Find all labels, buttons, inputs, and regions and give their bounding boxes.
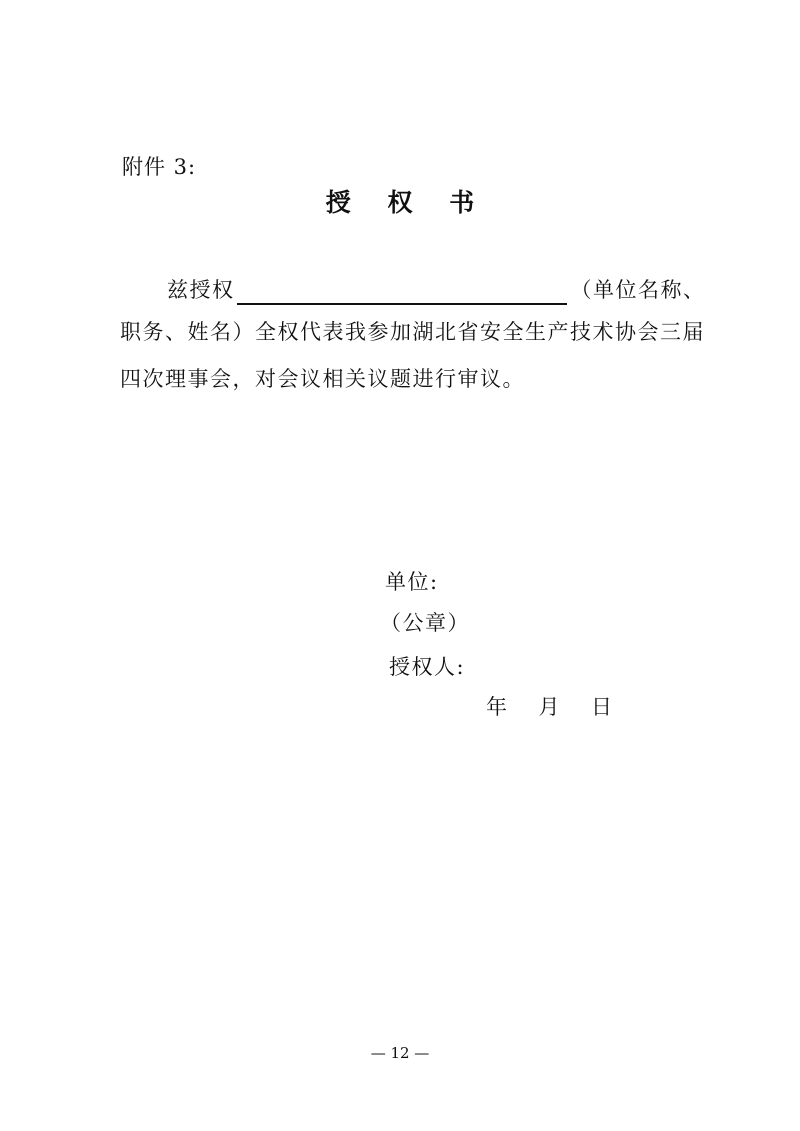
signature-authorizer-label: 授权人: xyxy=(389,655,466,679)
signature-seal-label: （公章） xyxy=(380,611,470,635)
body-line-1 xyxy=(167,275,737,305)
date-month-label: 月 xyxy=(538,695,561,719)
signature-unit-label: 单位: xyxy=(385,570,439,594)
page-number: — 12 — xyxy=(370,1044,430,1062)
document-title: 授 权 书 xyxy=(325,188,489,217)
body-line-3: 四次理事会，对会议相关议题进行审议。 xyxy=(120,367,525,391)
body-line-1-prefix: 兹授权 xyxy=(167,278,235,302)
authorized-party-blank xyxy=(237,279,567,305)
signature-date xyxy=(486,692,614,722)
body-line-2: 职务、姓名）全权代表我参加湖北省安全生产技术协会三届 xyxy=(120,320,705,344)
body-line-1-suffix: （单位名称、 xyxy=(570,278,706,302)
attachment-label: 附件 3: xyxy=(122,155,197,179)
date-day-label: 日 xyxy=(591,695,614,719)
date-year-label: 年 xyxy=(486,695,509,719)
